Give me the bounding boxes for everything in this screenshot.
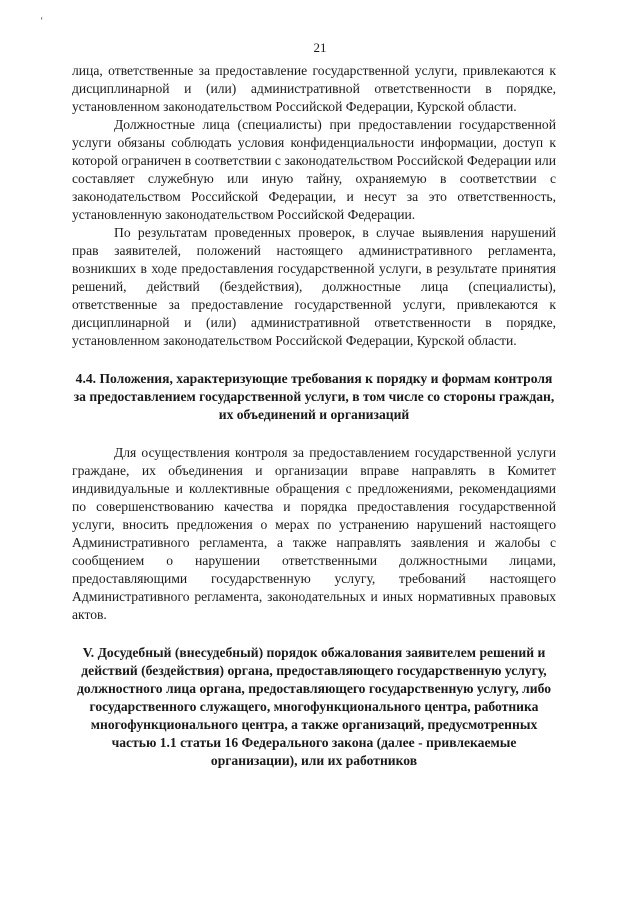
- page-number: 21: [313, 40, 327, 55]
- paragraph-responsibility-continued: лица, ответственные за предоставление государственной услуги, привлекаются к дисциплинарной и (или) административной ответственности в порядке, установленном законодательством Российской Федерации, Курской области.: [72, 63, 556, 114]
- section-4-4-paragraph: Для осуществления контроля за предоставлением государственной услуги граждане, их объединения и организации вправе направлять в Комитет индивидуальные и коллективные обращения с предложениями, рекомендациями по совершенствованию качества и порядка предоставления государственной услуги, вносить предложения о мерах по устранению нарушений настоящего Административного регламента, а также направлять заявления и жалобы с сообщением о нарушении ответственными должностными лицами, предоставляющими государственную услугу, требований настоящего Административного регламента, законодательных и иных нормативных правовых актов.: [72, 445, 556, 622]
- paragraph-confidentiality: Должностные лица (специалисты) при предоставлении государственной услуги обязаны соблюдать условия конфиденциальности информации, доступ к которой ограничен в соответствии с законодательством Российской Федерации или составляет служебную или иную тайну, охраняемую в соответствии с законодательством Российской Федерации, и несут за это ответственность, установленную законодательством Российской Федерации.: [72, 117, 556, 222]
- section-v-heading: V. Досудебный (внесудебный) порядок обжалования заявителем решений и действий (бездействия) органа, предоставляющего государственную услугу, должностного лица органа, предоставляющего государственную услугу, либо государственного служащего, многофункционального центра, работника многофункционального центра, а также организаций, предусмотренных частью 1.1 статьи 16 Федерального закона (далее - привлекаемые организации), или их работников: [77, 645, 551, 768]
- paragraph-inspection-results: По результатам проведенных проверок, в случае выявления нарушений прав заявителей, положений настоящего административного регламента, возникших в ходе предоставления государственной услуги, в результате принятия решений, действий (бездействия), должностные лица (специалисты), ответственные за предоставление государственной услуги, привлекаются к дисциплинарной и (или) административной ответственности в порядке, установленном законодательством Российской Федерации, Курской области.: [72, 225, 556, 348]
- stray-mark: ʻ: [40, 16, 44, 27]
- section-4-4-heading: 4.4. Положения, характеризующие требования к порядку и формам контроля за предоставлением государственной услуги, в том числе со стороны граждан, их объединений и организаций: [73, 371, 555, 422]
- document-body: [72, 62, 556, 770]
